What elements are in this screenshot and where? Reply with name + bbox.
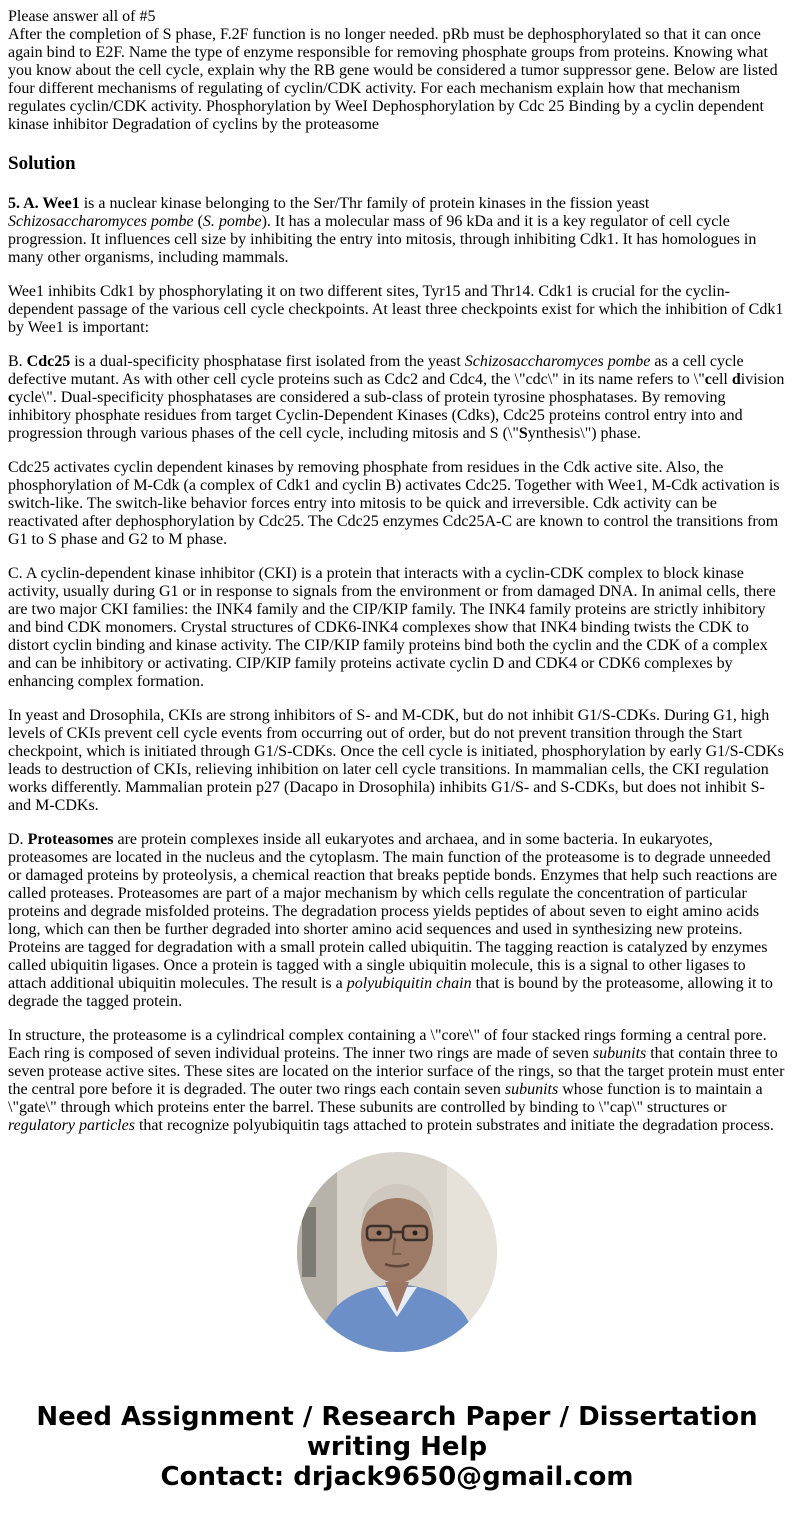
bold-span: Cdc25 xyxy=(26,353,71,370)
paragraph-cki: C. A cyclin-dependent kinase inhibitor (CKI) is a protein that interacts with a cyclin-CDK complex to block kinase activity, usually during G1 or in response to signals from the environment or from damaged DNA. In animal cells, there are two major CKI families: the INK4 family and the CIP/KIP family. The INK4 family proteins are strictly inhibitory and bind CDK monomers. Crystal structures of CDK6-INK4 complexes show that INK4 binding twists the CDK to distort cyclin binding and kinase activity. The CIP/KIP family proteins bind both the cyclin and the CDK of a complex and can be inhibitory or activating. CIP/KIP family proteins activate cyclin D and CDK4 or CDK6 complexes by enhancing complex formation. xyxy=(8,565,776,690)
avatar xyxy=(297,1152,497,1352)
document-content xyxy=(8,8,786,1134)
text-span: whose function is to maintain a \"gate\" through which proteins enter the barrel. These subunits are controlled by binding to \"cap\" structures or xyxy=(8,1081,763,1116)
promo-text xyxy=(0,1402,794,1492)
text-span: In structure, the proteasome is a cylindrical complex containing a \"core\" of four stacked rings forming a central pore. Each ring is composed of seven individual proteins. The inner two rings are made of seven xyxy=(8,1027,767,1062)
paragraph-cdc25-activates: Cdc25 activates cyclin dependent kinases by removing phosphate from residues in the Cdk active site. Also, the phosphorylation of M-Cdk (a complex of Cdk1 and cyclin B) activates Cdc25. Together with Wee1, M-Cdk activation is switch-like. The switch-like behavior forces entry into mitosis to be quick and irreversible. Cdk activity can be reactivated after dephosphorylation by Cdc25. The Cdc25 enzymes Cdc25A-C are known to control the transitions from G1 to S phase and G2 to M phase. xyxy=(8,459,780,548)
solution-heading: Solution xyxy=(8,153,76,174)
italic-span: Schizosaccharomyces pombe xyxy=(8,213,194,230)
text-span: that contain three to seven protease active sites. These sites are located on the interior surface of the rings, so that the target protein must enter the central pore before it is degraded. The outer two rings each contain seven xyxy=(8,1045,785,1098)
promo-footer xyxy=(0,1152,794,1492)
paragraph-cki-yeast: In yeast and Drosophila, CKIs are strong inhibitors of S- and M-CDK, but do not inhibit G1/S-CDKs. During G1, high levels of CKIs prevent cell cycle events from occurring out of order, but do not prevent transition through the Start checkpoint, which is initiated through G1/S-CDKs. Once the cell cycle is initiated, phosphorylation by early G1/S-CDKs leads to destruction of CKIs, relieving inhibition on later cell cycle transitions. In mammalian cells, the CKI regulation works differently. Mammalian protein p27 (Dacapo in Drosophila) inhibits G1/S- and S-CDKs, but does not inhibit S- and M-CDKs. xyxy=(8,707,784,814)
paragraph-proteasome-structure xyxy=(8,1027,786,1135)
paragraph-wee1 xyxy=(8,195,786,267)
text-span: B. xyxy=(8,353,27,370)
question-block xyxy=(8,8,786,134)
italic-span: regulatory particles xyxy=(8,1117,135,1134)
italic-span: S. pombe xyxy=(202,213,262,230)
text-span: is a dual-specificity phosphatase first isolated from the yeast xyxy=(70,353,465,370)
text-span: ( xyxy=(193,213,203,230)
contact-line: Contact: drjack9650@gmail.com xyxy=(160,1462,634,1492)
question-title: Please answer all of #5 xyxy=(8,8,156,25)
paragraph-cdc25 xyxy=(8,353,786,443)
bold-span: Proteasomes xyxy=(27,831,114,848)
text-span: that is bound by the proteasome, allowing it to degrade the tagged protein. xyxy=(8,975,773,1010)
text-span: ell xyxy=(711,371,732,388)
text-span: ycle\". Dual-specificity phosphatases are considered a sub-class of protein tyrosine phosphatases. By removing inhibitory phosphate residues from target Cyclin-Dependent Kinases (Cdks), Cdc25 proteins control entry into and progression through various phases of the cell cycle, including mitosis and S (\" xyxy=(8,389,743,442)
text-span: D. xyxy=(8,831,28,848)
text-span: ivision xyxy=(740,371,785,388)
italic-span: polyubiquitin chain xyxy=(346,975,472,992)
bold-span: d xyxy=(731,371,741,388)
italic-span: Schizosaccharomyces pombe xyxy=(464,353,651,370)
promo-line: Need Assignment / Research Paper / Dissertation writing Help xyxy=(36,1402,758,1462)
text-span: ). It has a molecular mass of 96 kDa and it is a key regulator of cell cycle progression. It influences cell size by inhibiting the entry into mitosis, through inhibiting Cdk1. It has homologues in many other organisms, including mammals. xyxy=(8,213,757,266)
text-span: are protein complexes inside all eukaryotes and archaea, and in some bacteria. In eukaryotes, proteasomes are located in the nucleus and the cytoplasm. The main function of the proteasome is to degrade unneeded or damaged proteins by proteolysis, a chemical reaction that breaks peptide bonds. Enzymes that help such reactions are called proteases. Proteasomes are part of a major mechanism by which cells regulate the concentration of particular proteins and degrade misfolded proteins. The degradation process yields peptides of about seven to eight amino acids long, which can then be further degraded into shorter amino acid sequences and used in synthesizing new proteins. Proteins are tagged for degradation with a small protein called ubiquitin. The tagging reaction is catalyzed by enzymes called ubiquitin ligases. Once a protein is tagged with a single ubiquitin molecule, this is a signal to other ligases to attach additional ubiquitin molecules. The result is a xyxy=(8,831,778,992)
text-span: is a nuclear kinase belonging to the Ser/Thr family of protein kinases in the fission yeast xyxy=(79,195,650,212)
bold-span: c xyxy=(704,371,712,388)
text-span: that recognize polyubiquitin tags attached to protein substrates and initiate the degradation process. xyxy=(134,1117,774,1134)
text-span: as a cell cycle defective mutant. As with other cell cycle proteins such as Cdc2 and Cdc4, the \"cdc\" in its name refers to \" xyxy=(8,353,744,388)
paragraph-proteasomes xyxy=(8,831,786,1011)
italic-span: subunits xyxy=(592,1045,647,1062)
italic-span: subunits xyxy=(504,1081,559,1098)
question-text: After the completion of S phase, F.2F function is no longer needed. pRb must be dephosphorylated so that it can once again bind to E2F. Name the type of enzyme responsible for removing phosphate groups from proteins. Knowing what you know about the cell cycle, explain why the RB gene would be considered a tumor suppressor gene. Below are listed four different mechanisms of regulating of cyclin/CDK activity. For each mechanism explain how that mechanism regulates cyclin/CDK activity. Phosphorylation by WeeI Dephosphorylation by Cdc 25 Binding by a cyclin dependent kinase inhibitor Degradation of cyclins by the proteasome xyxy=(8,26,778,133)
bold-span: c xyxy=(8,389,16,406)
bold-span: S xyxy=(518,425,528,442)
paragraph-wee1-inhibits: Wee1 inhibits Cdk1 by phosphorylating it on two different sites, Tyr15 and Thr14. Cdk1 is crucial for the cyclin-dependent passage of the various cell cycle checkpoints. At least three checkpoints exist for which the inhibition of Cdk1 by Wee1 is important: xyxy=(8,283,784,336)
text-span: ynthesis\") phase. xyxy=(527,425,641,442)
lead-wee1: 5. A. Wee1 xyxy=(8,195,80,212)
